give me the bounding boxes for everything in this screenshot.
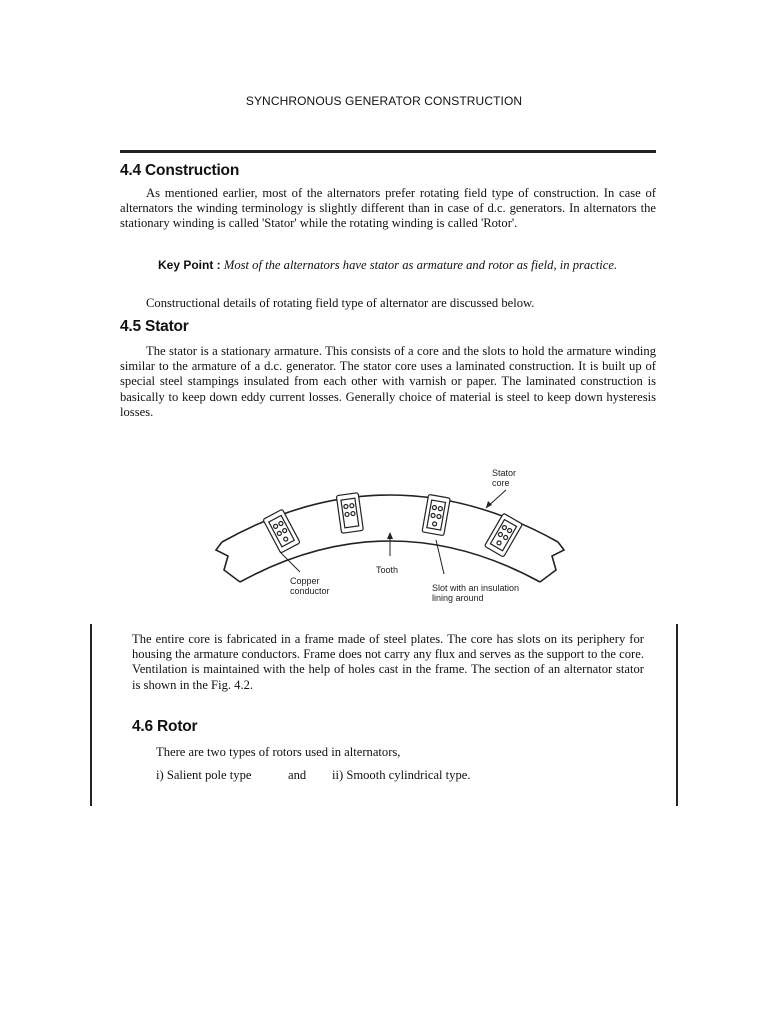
key-point	[158, 258, 656, 273]
horizontal-rule	[120, 150, 656, 153]
section-4-5-paragraph	[120, 344, 656, 420]
copper-conductor-label: Copper conductor	[290, 576, 330, 596]
section-4-4-text: As mentioned earlier, most of the alternators prefer rotating field type of construction. In case of alternators the winding terminology is slightly different than in case of d.c. generators. In alternators the stationary winding is called 'Stator' while the rotating winding is called 'Rotor'.	[120, 186, 656, 231]
right-break-line	[540, 542, 564, 582]
rotor-type-1: i) Salient pole type	[156, 768, 252, 782]
stator-core-label: Stator core	[492, 468, 517, 488]
section-4-6-heading: 4.6 Rotor	[132, 718, 198, 735]
slot-2	[336, 493, 363, 534]
page-header: SYNCHRONOUS GENERATOR CONSTRUCTION	[245, 94, 523, 108]
section-4-4-paragraph-2: Constructional details of rotating field type of alternator are discussed below.	[146, 296, 535, 310]
slot-4	[484, 513, 522, 557]
tooth-label: Tooth	[376, 565, 399, 575]
slot-3	[422, 494, 450, 535]
frame-paragraph: The entire core is fabricated in a frame made of steel plates. The core has slots on its periphery for housing the armature conductors. Frame does not carry any flux and serves as the support to the core. Ventilation is maintained with the help of holes cast in the frame. The section of an alternator stator is shown in the Fig. 4.2.	[132, 632, 644, 692]
slot-1	[263, 509, 300, 553]
section-4-5-text: The stator is a stationary armature. This consists of a core and the slots to hold the armature winding similar to the armature of a d.c. generator. The stator core uses a laminated construction. It is built up of special steel stampings insulated from each other with varnish or paper. The laminated construction is basically to keep down eddy current losses. Generally choice of material is steel to keep down hysteresis losses.	[120, 344, 656, 419]
left-break-line	[216, 542, 240, 582]
rotor-and: and	[288, 768, 307, 782]
section-4-4-heading: 4.4 Construction	[120, 162, 240, 179]
rotor-type-2: ii) Smooth cylindrical type.	[332, 768, 471, 782]
left-border	[90, 624, 92, 806]
stator-core-arrowhead	[486, 501, 492, 508]
key-point-label: Key Point :	[158, 258, 221, 272]
section-4-4-paragraph	[120, 186, 656, 232]
tooth-arrowhead	[387, 532, 393, 539]
slot-label: Slot with an insulation lining around	[432, 583, 520, 603]
key-point-text: Most of the alternators have stator as armature and rotor as field, in practice.	[223, 258, 618, 272]
right-border	[676, 624, 678, 806]
rotor-intro: There are two types of rotors used in alternators,	[156, 745, 401, 759]
section-4-5-heading: 4.5 Stator	[120, 318, 189, 335]
